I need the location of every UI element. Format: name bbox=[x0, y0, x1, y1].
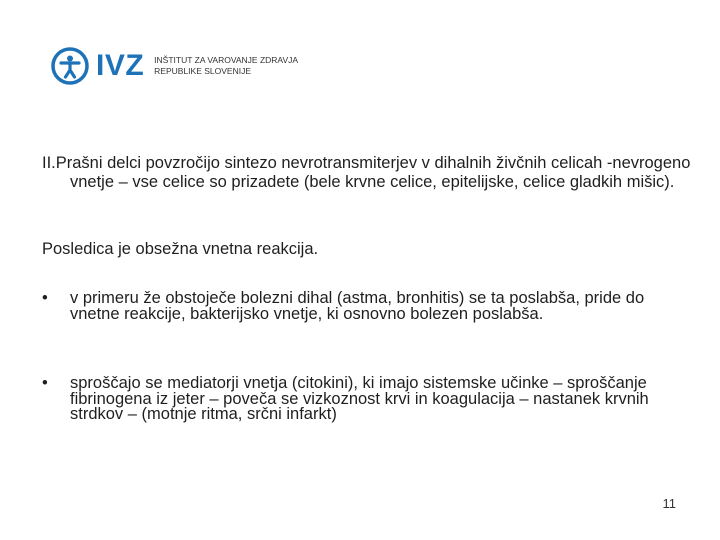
human-figure-icon bbox=[50, 46, 90, 86]
consequence-paragraph: Posledica je obsežna vnetna reakcija. bbox=[42, 240, 319, 258]
logo-line-2: REPUBLIKE SLOVENIJE bbox=[154, 66, 252, 76]
bullet-text: v primeru že obstoječe bolezni dihal (astma, bronhitis) se ta poslabša, pride do vnetne reakcije, bakterijsko vnetje, ki osnovno bolezen poslabša. bbox=[70, 289, 645, 323]
page-number: 11 bbox=[662, 496, 676, 511]
logo-line-1: INŠTITUT ZA VAROVANJE ZDRAVJA bbox=[154, 55, 299, 65]
intro-paragraph: II.Prašni delci povzročijo sintezo nevrotransmiterjev v dihalnih živčnih celicah -nevrogeno vnetje – vse celice so prizadete (bele krvne celice, epitelijske, celice gladkih mišic). bbox=[42, 154, 691, 191]
logo-abbreviation: IVZ bbox=[96, 49, 145, 82]
bullet-text: sproščajo se mediatorji vnetja (citokini), ki imajo sistemske učinke – sproščanje fibrinogena iz jeter – poveča se vizkoznost krvi in koagulacija – nastanek krvnih strdkov – (motnje ritma, srčni infarkt) bbox=[70, 374, 649, 423]
bullet-item bbox=[42, 376, 682, 423]
bullet-item bbox=[42, 291, 682, 322]
bullet-marker: • bbox=[42, 289, 48, 307]
ivz-logo bbox=[50, 44, 298, 88]
logo-institute-name bbox=[154, 55, 298, 77]
bullet-marker: • bbox=[42, 374, 48, 392]
